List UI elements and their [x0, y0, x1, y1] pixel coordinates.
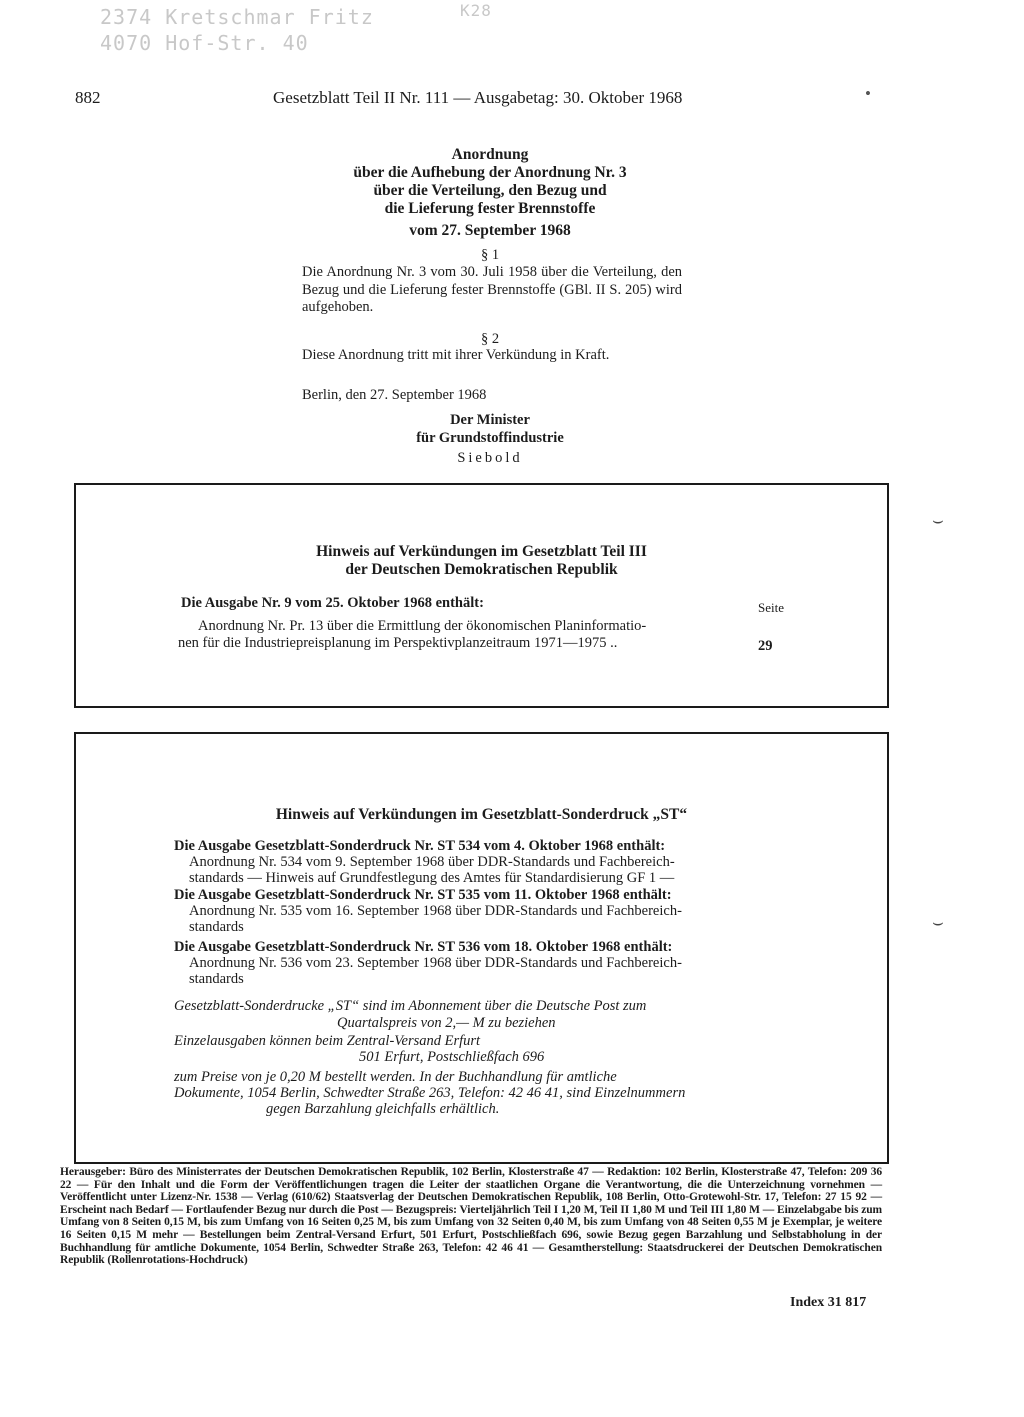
stamp-code: K28 — [460, 1, 492, 20]
section-1-text: Die Anordnung Nr. 3 vom 30. Juli 1958 über die Verteilung, den Bezug und die Lieferung fester Brennstoffe (GBl. II S. 205) wird aufgehoben. — [302, 264, 682, 315]
notice-part3-title — [76, 543, 887, 579]
notice-st-box — [74, 732, 889, 1164]
st-issue-line: Anordnung Nr. 536 vom 23. September 1968 über DDR-Standards und Fachbereich- — [189, 955, 682, 971]
notice-part3-box — [74, 483, 889, 708]
notice-part3-title-line-1: Hinweis auf Verkündungen im Gesetzblatt Teil III — [316, 543, 647, 560]
signature-ministry: für Grundstoffindustrie — [416, 430, 564, 446]
section-2-text: Diese Anordnung tritt mit ihrer Verkündung in Kraft. — [302, 347, 610, 363]
section-2-heading: § 2 — [480, 331, 500, 347]
st-issue-heading: Die Ausgabe Gesetzblatt-Sonderdruck Nr. ST 534 vom 4. Oktober 1968 enthält: — [174, 838, 666, 854]
ordinance-date: vom 27. September 1968 — [409, 222, 571, 239]
st-single-line-1: Einzelausgaben können beim Zentral-Versand Erfurt — [174, 1033, 481, 1049]
st-issue-line: standards — [189, 919, 244, 935]
archive-stamp — [100, 1, 520, 56]
notice-part3-issue: Die Ausgabe Nr. 9 vom 25. Oktober 1968 enthält: — [181, 595, 484, 611]
st-issue-line: standards — [189, 971, 244, 987]
ordinance-title-line: die Lieferung fester Brennstoffe — [384, 200, 596, 217]
st-single-line-2: 501 Erfurt, Postschließfach 696 — [359, 1049, 545, 1065]
st-price-line-1: zum Preise von je 0,20 M bestellt werden. In der Buchhandlung für amtliche — [174, 1069, 617, 1085]
st-issue-heading: Die Ausgabe Gesetzblatt-Sonderdruck Nr. ST 535 vom 11. Oktober 1968 enthält: — [174, 887, 672, 903]
notice-part3-entry-line-2: nen für die Industriepreisplanung im Perspektivplanzeitraum 1971—1975 .. — [178, 635, 618, 651]
page-number: 882 — [75, 88, 101, 107]
margin-mark: ⌣ — [932, 510, 944, 530]
page-column-label: Seite — [758, 600, 784, 615]
margin-mark: ⌣ — [932, 912, 944, 932]
stamp-line-1: 2374 Kretschmar Fritz — [100, 5, 374, 29]
st-subscription-line-1: Gesetzblatt-Sonderdrucke „ST“ sind im Abonnement über die Deutsche Post zum — [174, 998, 647, 1014]
ordinance-title-line: über die Aufhebung der Anordnung Nr. 3 — [353, 164, 627, 181]
notice-part3-entry-line-1: Anordnung Nr. Pr. 13 über die Ermittlung der ökonomischen Planinformatio- — [198, 618, 647, 634]
ordinance-title-line: über die Verteilung, den Bezug und — [373, 182, 607, 199]
stamp-line-2: 4070 Hof-Str. 40 — [100, 31, 309, 55]
ordinance-title — [290, 146, 690, 218]
notice-part3-entry-page: 29 — [758, 638, 773, 654]
speck-mark: • — [865, 84, 871, 103]
st-price-line-2: Dokumente, 1054 Berlin, Schwedter Straße 263, Telefon: 42 46 41, sind Einzelnummern — [174, 1085, 686, 1101]
st-issue-line: standards — Hinweis auf Grundfestlegung des Amtes für Standardisierung GF 1 — — [189, 870, 675, 886]
st-issue-heading: Die Ausgabe Gesetzblatt-Sonderdruck Nr. ST 536 vom 18. Oktober 1968 enthält: — [174, 939, 673, 955]
ordinance-title-line: Anordnung — [451, 146, 529, 163]
st-price-line-3: gegen Barzahlung gleichfalls erhältlich. — [266, 1101, 500, 1117]
section-1-heading: § 1 — [480, 247, 500, 263]
st-issue-line: Anordnung Nr. 535 vom 16. September 1968 über DDR-Standards und Fachbereich- — [189, 903, 682, 919]
notice-st-title: Hinweis auf Verkündungen im Gesetzblatt-Sonderdruck „ST“ — [275, 806, 688, 823]
imprint: Herausgeber: Büro des Ministerrates der Deutschen Demokratischen Republik, 102 Berlin, Klosterstraße 47 — Redaktion: 102 Berlin, Klosterstraße 47, Telefon: 209 36 22 — Für den Inhalt und die Form der Veröffentlichungen tragen die Leiter der staatlichen Organe die Verantwortung, die die Unterzeichnung vornehmen — Veröffentlicht unter Lizenz-Nr. 1538 — Verlag (610/62) Staatsverlag der Deutschen Demokratischen Republik, 108 Berlin, Otto-Grotewohl-Str. 17, Telefon: 27 15 92 — Erscheint nach Bedarf — Fortlaufender Bezug nur durch die Post — Bezugspreis: Vierteljährlich Teil I 1,20 M, Teil II 1,80 M und Teil III 1,80 M — Einzelabgabe bis zum Umfang von 8 Seiten 0,15 M, bis zum Umfang von 16 Seiten 0,25 M, bis zum Umfang von 32 Seiten 0,40 M, bis zum Umfang von 48 Seiten 0,55 M je Exemplar, je weitere 16 Seiten 0,15 M mehr — Bestellungen beim Zentral-Versand Erfurt, 501 Erfurt, Postschließfach 696, sowie Bezug gegen Barzahlung und Selbstabholung in der Buchhandlung für amtliche Dokumente, 1054 Berlin, Schwedter Straße 263, Telefon: 42 46 41 — Gesamtherstellung: Staatsdruckerei der Deutschen Demokratischen Republik (Rollenrotations-Hochdruck) — [60, 1166, 882, 1267]
place-date: Berlin, den 27. September 1968 — [302, 387, 487, 403]
st-subscription-line-2: Quartalspreis von 2,— M zu beziehen — [337, 1015, 556, 1031]
page-header — [75, 84, 871, 112]
index-number: Index 31 817 — [790, 1295, 867, 1310]
st-issue-line: Anordnung Nr. 534 vom 9. September 1968 über DDR-Standards und Fachbereich- — [189, 854, 675, 870]
signature-name: Siebold — [457, 450, 523, 466]
notice-part3-title-line-2: der Deutschen Demokratischen Republik — [345, 561, 618, 578]
running-title: Gesetzblatt Teil II Nr. 111 — Ausgabetag: 30. Oktober 1968 — [273, 88, 683, 107]
signature-title: Der Minister — [450, 412, 530, 428]
